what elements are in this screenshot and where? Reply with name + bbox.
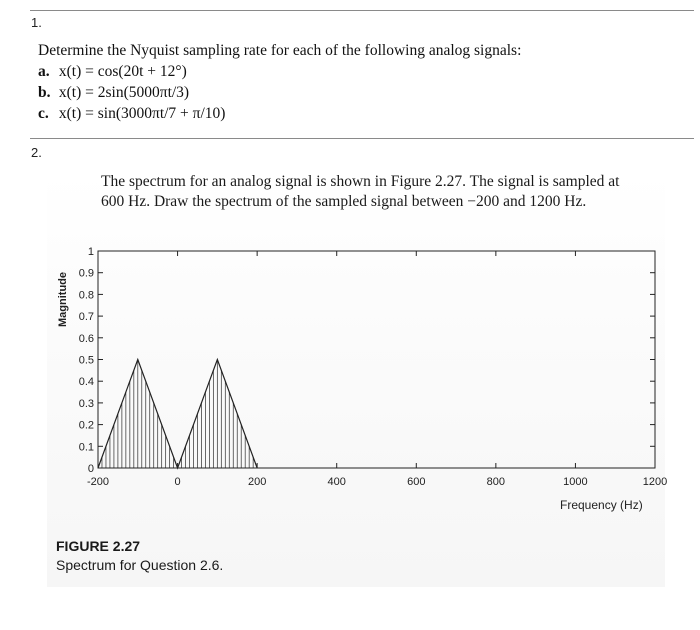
y-axis-ticks xyxy=(79,246,655,475)
x-axis-label: Frequency (Hz) xyxy=(560,498,643,512)
plot-frame xyxy=(98,251,655,468)
y-tick-label: 0.2 xyxy=(78,419,94,432)
part-b-label: b. xyxy=(38,84,51,101)
x-axis-ticks xyxy=(87,251,667,488)
x-tick-label: 800 xyxy=(486,476,506,488)
figure-title: FIGURE 2.27 xyxy=(56,538,141,554)
y-tick-label: 0.9 xyxy=(78,267,94,280)
question-2-text-line-2: 600 Hz. Draw the spectrum of the sampled signal between −200 and 1200 Hz. xyxy=(101,193,587,210)
spectrum-hatching xyxy=(102,360,253,469)
part-c-label: c. xyxy=(38,105,49,122)
part-b-equation: x(t) = 2sin(5000πt/3) xyxy=(58,84,190,101)
y-tick-label: 0.4 xyxy=(78,376,94,389)
part-c-equation: x(t) = sin(3000πt/7 + π/10) xyxy=(58,105,226,122)
y-axis-label: Magnitude xyxy=(57,272,69,327)
question-2-text-line-1: The spectrum for an analog signal is shown in Figure 2.27. The signal is sampled at xyxy=(101,173,620,190)
x-tick-label: 600 xyxy=(407,476,426,488)
y-tick-label: 1 xyxy=(87,246,94,258)
y-tick-label: 0.6 xyxy=(78,332,94,345)
y-tick-label: 0.1 xyxy=(78,441,94,454)
x-tick-label: 400 xyxy=(327,476,346,488)
y-tick-label: 0.3 xyxy=(78,397,94,410)
y-tick-label: 0.5 xyxy=(78,354,94,367)
y-tick-label: 0.8 xyxy=(78,289,94,302)
x-tick-label: 0 xyxy=(174,476,181,488)
x-tick-label: 1200 xyxy=(642,476,668,488)
part-a-label: a. xyxy=(38,63,50,80)
y-tick-label: 0.7 xyxy=(78,311,94,324)
question-2-number: 2. xyxy=(31,145,42,160)
figure-caption: Spectrum for Question 2.6. xyxy=(56,557,224,573)
question-1-number: 1. xyxy=(31,15,42,30)
x-tick-label: 1000 xyxy=(563,476,588,488)
x-tick-label: -200 xyxy=(86,476,110,488)
x-tick-label: 200 xyxy=(247,476,267,488)
question-1-prompt: Determine the Nyquist sampling rate for each of the following analog signals: xyxy=(38,42,522,59)
part-a-equation: x(t) = cos(20t + 12°) xyxy=(58,63,187,80)
y-tick-label: 0 xyxy=(87,463,94,475)
